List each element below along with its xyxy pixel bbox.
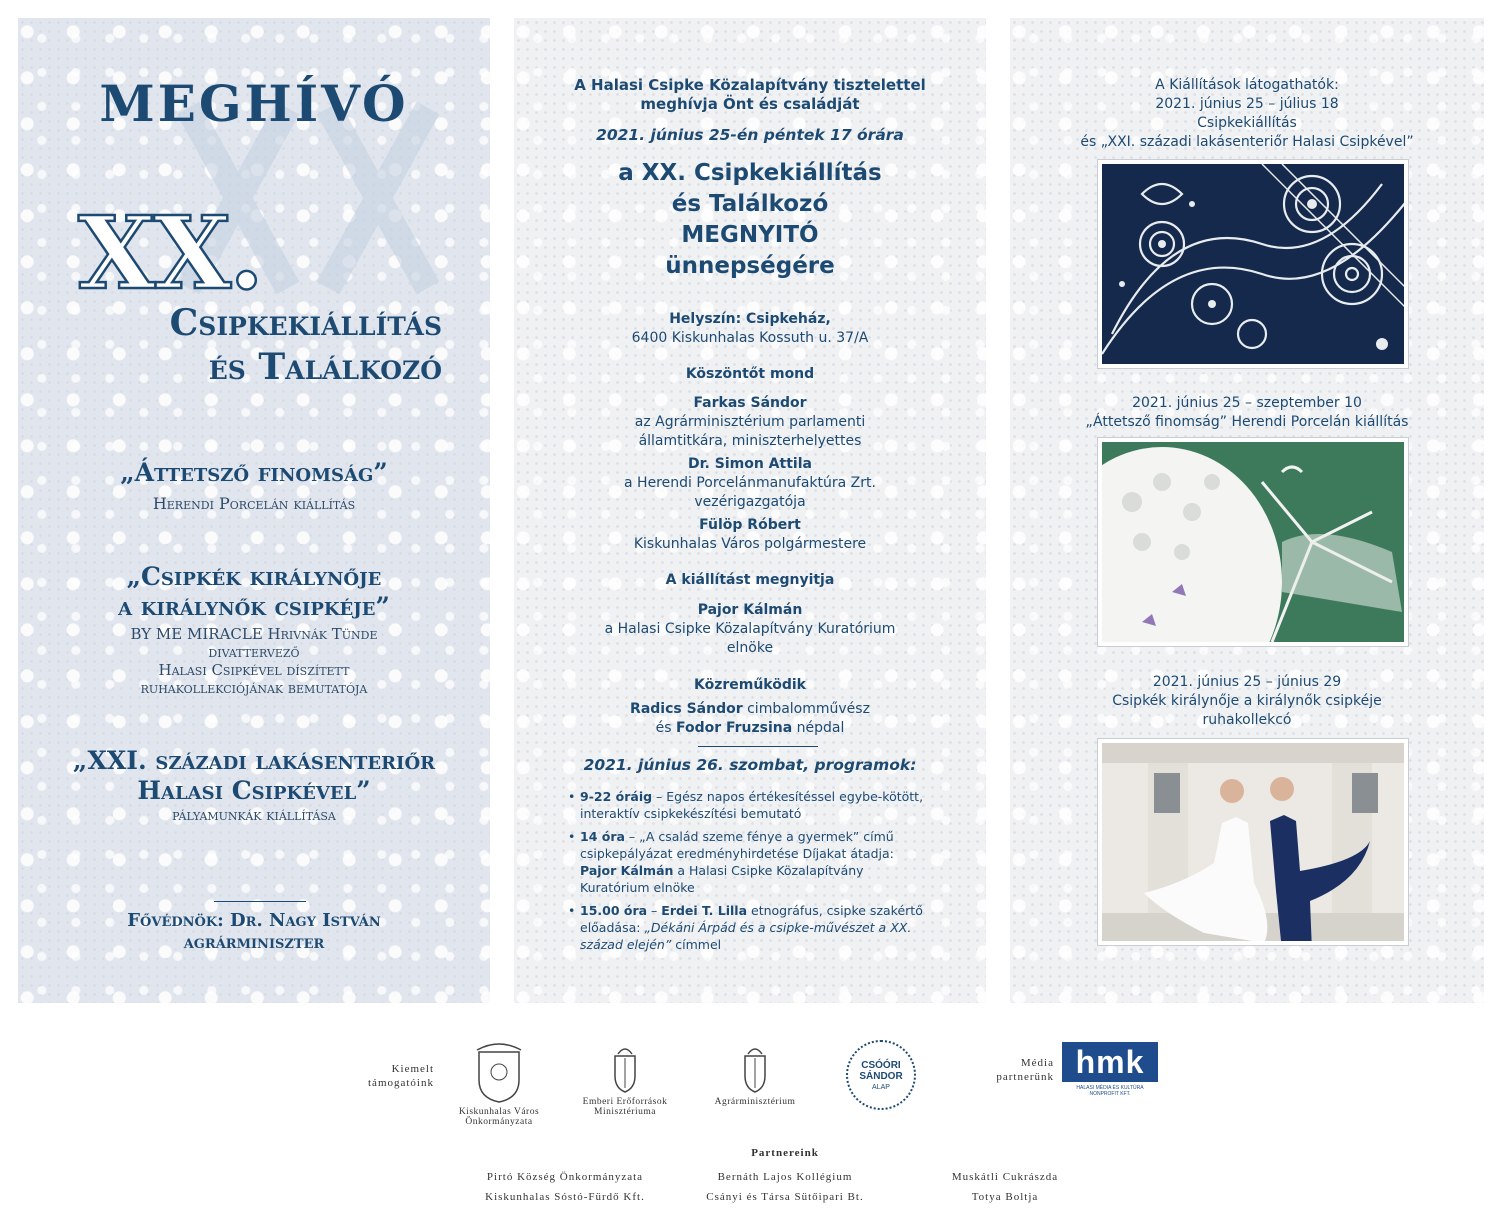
- speakers: [514, 394, 986, 554]
- exhibit2-title-line1: „Csipkék királynője: [126, 562, 382, 591]
- exhibit3-name2: ruhakollekcó: [1202, 712, 1292, 728]
- opening-date: 2021. június 25-én péntek 17 órára: [596, 126, 904, 144]
- exhibit1-name2: és „XXI. századi lakásenteriőr Halasi Csipkével”: [1080, 134, 1414, 150]
- title-csipkekiallitas: Csipkekiállítás: [169, 302, 442, 344]
- exhibit3-title-line2: Halasi Csipkével”: [137, 776, 371, 805]
- event-title-line2: és Találkozó: [671, 191, 829, 217]
- program-item3-time: 15.00 óra: [580, 903, 648, 918]
- contributor2-name: Fodor Fruzsina: [675, 720, 793, 736]
- sponsors-label-line1: Kiemelt: [391, 1063, 434, 1075]
- left-panel: [18, 18, 490, 1003]
- program-item2-time: 14 óra: [580, 829, 625, 844]
- exhibit3-subtitle: pályamunkák kiállítása: [172, 806, 336, 824]
- speaker1-line2: államtitkára, miniszterhelyettes: [638, 433, 862, 449]
- lace-pattern-image: [1102, 164, 1408, 368]
- program-item1-text: – Egész napos értékesítéssel egybe-kötött, interaktív csipkekészítési bemutató: [580, 789, 924, 821]
- media-label-line2: partnerünk: [996, 1071, 1054, 1083]
- sponsors-label: [338, 1062, 434, 1090]
- speaker2-name: Dr. Simon Attila: [688, 456, 812, 472]
- partner-item: Totya Boltja: [971, 1191, 1039, 1203]
- logo4-line2: SÁNDOR: [859, 1071, 903, 1082]
- exhibit2-dates: 2021. június 25 – szeptember 10: [1132, 395, 1362, 411]
- speaker2-line2: vezérigazgatója: [694, 494, 806, 510]
- exhibit1-name: Csipkekiállítás: [1197, 115, 1297, 131]
- speaker1-line1: az Agrárminisztérium parlamenti: [634, 414, 866, 430]
- logo4-line1: CSÓÓRI: [861, 1060, 901, 1071]
- exhibit2-info: [1010, 394, 1484, 432]
- contributor2-role: népdal: [792, 720, 845, 736]
- contributors-label: Közreműködik: [693, 677, 806, 693]
- logo1-line1: Kiskunhalas Város: [458, 1107, 540, 1117]
- fashion-image: [1102, 743, 1408, 945]
- contributor1-role: cimbalomművész: [742, 701, 870, 717]
- contributors: [514, 700, 986, 738]
- media-label: [958, 1056, 1054, 1084]
- partners-heading: Partnereink: [751, 1147, 819, 1159]
- event-title-line3: MEGNYITÓ: [681, 222, 819, 248]
- coat-of-arms-icon: [469, 1042, 529, 1104]
- divider: [698, 746, 818, 747]
- opener-label: A kiállítást megnyitja: [665, 572, 835, 588]
- exhibit2-desc1: Halasi Csipkével díszített: [158, 661, 350, 679]
- program-item: [566, 788, 926, 822]
- divider: [214, 901, 306, 902]
- hmk-logo: hmk: [1062, 1042, 1158, 1082]
- logo2-line2: Minisztériuma: [594, 1107, 656, 1117]
- exhibit1-dates: 2021. június 25 – július 18: [1155, 96, 1339, 112]
- logo2-line1: Emberi Erőforrások: [582, 1097, 668, 1107]
- intro: [514, 76, 986, 114]
- greeting-label: Köszöntőt mond: [685, 366, 815, 382]
- middle-panel: [514, 18, 986, 1003]
- speaker1-name: Farkas Sándor: [693, 395, 807, 411]
- speaker3-name: Fülöp Róbert: [699, 517, 801, 533]
- logo1-line2: Önkormányzata: [465, 1117, 533, 1127]
- venue-address: 6400 Kiskunhalas Kossuth u. 37/A: [631, 330, 869, 346]
- opener-line2: elnöke: [726, 640, 774, 656]
- exhibit3-title-line1: „XXI. századi lakásenteriőr: [72, 746, 436, 775]
- partner-item: Csányi és Társa Sütőipari Bt.: [706, 1191, 864, 1203]
- right-panel: [1010, 18, 1484, 1003]
- hungarian-crest-icon: [740, 1042, 770, 1094]
- exhibit3-dates: 2021. június 25 – június 29: [1152, 674, 1342, 690]
- program-list: [566, 788, 926, 959]
- fashion-photo: [1098, 739, 1408, 945]
- program-item3-person: Erdei T. Lilla: [661, 903, 748, 918]
- partner-item: Kiskunhalas Sóstó-Fürdő Kft.: [485, 1191, 645, 1203]
- partner-item: Muskátli Cukrászda: [951, 1171, 1059, 1183]
- opener-line1: a Halasi Csipke Közalapítvány Kuratórium: [604, 621, 896, 637]
- contributor2: [514, 719, 986, 738]
- visiting-heading: A Kiállítások látogathatók:: [1155, 77, 1339, 93]
- program-item2-person: Pajor Kálmán: [580, 863, 674, 878]
- exhibit3-info: [1010, 673, 1484, 730]
- program-item3-text: etnográfus, csipke szakértő előadása:: [580, 903, 923, 935]
- logo4-line3: ALAP: [872, 1084, 890, 1091]
- title-es-talalkozo: és Találkozó: [208, 346, 442, 388]
- event-title-line1: a XX. Csipkekiállítás: [618, 160, 882, 186]
- program-item3-suffix: címmel: [671, 937, 722, 952]
- venue: [514, 310, 986, 348]
- program-item3-dash: –: [647, 903, 662, 918]
- exhibit2-name: „Áttetsző finomság” Herendi Porcelán kiállítás: [1085, 414, 1409, 430]
- hungarian-crest-icon: [610, 1042, 640, 1094]
- xx-numeral: XX.: [78, 194, 262, 312]
- intro-line1: A Halasi Csipke Közalapítvány tisztelettel: [574, 76, 926, 94]
- contributor2-prefix: és: [655, 720, 676, 736]
- patron-line2: agrárminiszter: [183, 932, 325, 953]
- exhibit2-desc2: ruhakollekciójának bemutatója: [140, 679, 368, 697]
- program-item3-title: „Dékáni Árpád és a csipke-művészet a XX. század elején”: [580, 920, 912, 952]
- logo3-label: Agrárminisztérium: [714, 1097, 796, 1107]
- logo-kiskunhalas: [448, 1042, 550, 1127]
- patron-line1: Fővédnök: Dr. Nagy István: [127, 910, 381, 931]
- exhibit2-title-line2: a királynők csipkéje”: [118, 592, 390, 621]
- porcelain-image: [1102, 442, 1408, 646]
- partner-item: Pirtó Község Önkormányzata: [486, 1171, 644, 1183]
- program-item: [566, 902, 926, 953]
- exhibit1-subtitle: Herendi Porcelán kiállítás: [152, 494, 356, 513]
- opener-name: Pajor Kálmán: [697, 602, 803, 618]
- meghivo-heading: MEGHÍVÓ: [99, 74, 409, 133]
- event-title: [514, 158, 986, 282]
- partner-item: Bernáth Lajos Kollégium: [717, 1171, 853, 1183]
- speaker3-line1: Kiskunhalas Város polgármestere: [633, 536, 867, 552]
- event-title-line4: ünnepségére: [665, 253, 835, 279]
- opener: [514, 601, 986, 658]
- speaker2-line1: a Herendi Porcelánmanufaktúra Zrt.: [624, 475, 876, 491]
- program-item2-text2: a Halasi Csipke Közalapítvány Kuratórium elnöke: [580, 863, 864, 895]
- exhibit2-designer: BY ME MIRACLE Hrivnák Tünde: [130, 625, 378, 643]
- logo-agrarminiszterium: [700, 1042, 810, 1107]
- porcelain-photo: [1098, 438, 1408, 646]
- logo-emmi: [570, 1042, 680, 1117]
- exhibit1-title: „Áttetsző finomság”: [120, 458, 388, 487]
- contributor1-name: Radics Sándor: [630, 701, 743, 717]
- sponsors-label-line2: támogatóink: [368, 1077, 434, 1089]
- lace-photo: [1098, 160, 1408, 368]
- media-label-line1: Média: [1020, 1057, 1054, 1069]
- contributor1: [514, 700, 986, 719]
- venue-label: Helyszín: Csipkeház,: [669, 311, 831, 327]
- program-title: 2021. június 26. szombat, programok:: [583, 756, 917, 774]
- logo-csoori-sandor: [846, 1040, 916, 1110]
- visiting-info: [1010, 76, 1484, 152]
- exhibit2-role: divattervező: [208, 643, 300, 661]
- program-item: [566, 828, 926, 896]
- exhibit2-details: [18, 625, 490, 697]
- program-item1-time: 9-22 óráig: [580, 789, 653, 804]
- intro-line2: meghívja Önt és családját: [640, 95, 860, 113]
- program-item2-text: – „A család szeme fénye a gyermek” című csipkepályázat eredményhirdetése Díjakat átadja:: [580, 829, 894, 861]
- hmk-subtitle: HALASI MÉDIA ÉS KULTÚRA NONPROFIT KFT.: [1076, 1085, 1144, 1097]
- exhibit3-name: Csipkék királynője a királynők csipkéje: [1112, 693, 1382, 709]
